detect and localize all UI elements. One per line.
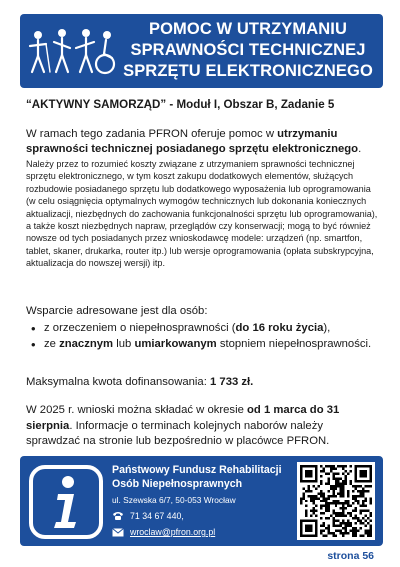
info-icon bbox=[28, 464, 104, 540]
list-item-text: lub bbox=[113, 337, 135, 350]
email-address: wroclaw@pfron.org.pl bbox=[130, 527, 216, 537]
organization-name-line: Państwowy Fundusz Rehabilitacji bbox=[112, 464, 282, 476]
program-subtitle: “AKTYWNY SAMORZĄD” - Moduł I, Obszar B, Zadanie 5 bbox=[26, 98, 335, 111]
qr-code-image bbox=[300, 465, 372, 537]
deadline-text: W 2025 r. wnioski można składać w okresie bbox=[26, 404, 248, 416]
phone-number: 71 34 67 440, bbox=[130, 511, 184, 521]
list-item-text: stopniem niepełnosprawności. bbox=[216, 337, 372, 350]
intro-text-end: . bbox=[358, 143, 362, 155]
phone-icon bbox=[112, 511, 124, 521]
email-link[interactable] bbox=[112, 527, 215, 537]
header-banner bbox=[20, 14, 383, 88]
phone-contact[interactable] bbox=[112, 511, 184, 521]
list-item-text: ze bbox=[44, 337, 60, 350]
intro-text: W ramach tego zadania PFRON oferuje pomoc w bbox=[26, 128, 278, 140]
list-item bbox=[26, 321, 378, 337]
envelope-icon bbox=[112, 528, 124, 537]
max-amount-label: Maksymalna kwota dofinansowania: bbox=[26, 376, 210, 388]
header-title-line: SPRZĘTU ELEKTRONICZNEGO bbox=[123, 62, 373, 80]
list-item bbox=[26, 337, 378, 353]
deadline-paragraph bbox=[26, 403, 378, 450]
header-title-line: SPRAWNOŚCI TECHNICZNEJ bbox=[130, 41, 366, 59]
contact-footer bbox=[20, 456, 383, 546]
list-item-bold: do 16 roku życia bbox=[235, 322, 324, 334]
max-amount bbox=[26, 376, 253, 388]
list-item-text: z orzeczeniem o niepełnosprawności ( bbox=[44, 322, 236, 334]
support-heading: Wsparcie adresowane jest dla osób: bbox=[26, 305, 208, 317]
people-with-disabilities-icon bbox=[28, 28, 116, 76]
list-item-text: ), bbox=[323, 322, 331, 334]
max-amount-value: 1 733 zł. bbox=[209, 376, 254, 388]
intro-paragraph bbox=[26, 127, 378, 157]
list-item-bold: umiarkowanym bbox=[134, 337, 217, 350]
list-item-bold: znacznym bbox=[59, 337, 114, 350]
header-title bbox=[118, 19, 378, 82]
deadline-dates: od 1 marca do 31 sierpnia bbox=[26, 404, 340, 432]
support-list bbox=[26, 321, 378, 352]
header-title-line: POMOC W UTRZYMANIU bbox=[149, 20, 347, 38]
page-number: strona 56 bbox=[327, 550, 374, 562]
organization-name-line: Osób Niepełnosprawnych bbox=[112, 478, 243, 490]
intro-bold-text: utrzymaniu sprawności technicznej posiadanego sprzętu elektronicznego bbox=[26, 128, 359, 155]
details-paragraph: Należy przez to rozumieć koszty związane z utrzymaniem sprawności technicznej sprzętu elektronicznego, w tym koszt zakupu dodatkowych elementów, służących rozbudowie posiadanego sprzętu lub dodatkowego wyposażenia lub oprogramowania (w celu osiągnięcia optymalnych wymogów technicznych lub dokonania koniecznych aktualizacji, niezbędnych do zachowania funkcjonalności sprzętu lub oprogramowania), a także koszt niezbędnych napraw, przeglądów czy konserwacji; mogą to być również nowsze od tych posiadanych przez wnioskodawcę modele: urządzeń (np. smartfon, tablet, skaner, drukarka, router itp.) lub wersje oprogramowania (opłata subskrypcyjna, aktualizacja do nowszej wersji) itp. bbox=[26, 159, 378, 269]
deadline-text-end: . Informacje o terminach kolejnych naborów należy sprawdzać na stronie lub bezpośrednio w placówce PFRON. bbox=[26, 419, 330, 447]
qr-code[interactable] bbox=[297, 462, 375, 540]
address: ul. Szewska 6/7, 50-053 Wrocław bbox=[112, 495, 236, 505]
organization-name bbox=[112, 463, 312, 491]
